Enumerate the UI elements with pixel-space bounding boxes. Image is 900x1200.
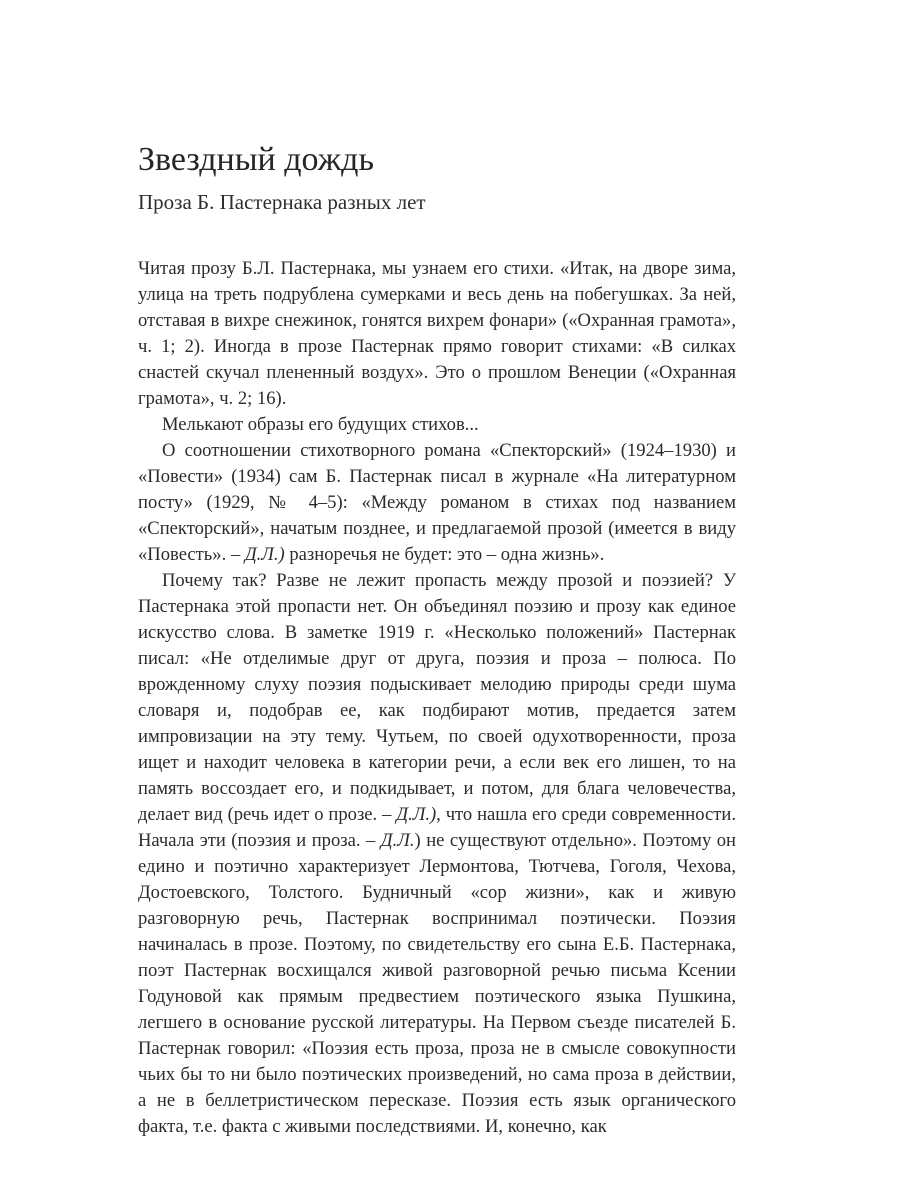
- paragraph-1: Читая прозу Б.Л. Пастернака, мы узнаем его стихи. «Итак, на дворе зима, улица на треть подрублена сумерками и весь день на побегушках. За ней, отставая в вихре снежинок, гонятся вихрем фонари» («Охранная грамота», ч. 1; 2). Иногда в прозе Пастернак прямо говорит стихами: «В силках снастей скучал плененный воздух». Это о прошлом Венеции («Охранная грамота», ч. 2; 16).: [138, 258, 736, 409]
- paragraph-4: [138, 568, 736, 1140]
- paragraph-3-text-b: разноречья не будет: это – одна жизнь».: [284, 544, 605, 565]
- chapter-title: Звездный дождь: [138, 141, 374, 178]
- body-text: [138, 256, 736, 1140]
- chapter-subtitle: Проза Б. Пастернака разных лет: [138, 190, 426, 214]
- paragraph-3: [138, 438, 736, 568]
- paragraph-4-text-c: ) не существуют отдельно». Поэтому он едино и поэтично характеризует Лермонтова, Тютчева, Гоголя, Чехова, Достоевского, Толстого. Будничный «сор жизни», как и живую разговорную речь, Пастернак воспринимал поэтически. Поэзия начиналась в прозе. Поэтому, по свидетельству его сына Е.Б. Пастернака, поэт Пастернак восхищался живой разговорной речью письма Ксении Годуновой как прямым предвестием поэтического языка Пушкина, легшего в основание русской литературы. На Первом съезде писателей Б. Пастернак говорил: «Поэзия есть проза, проза не в смысле совокупности чьих бы то ни было поэтических произведений, но сама проза в действии, а не в беллетристическом пересказе. Поэзия есть язык органического факта, т.е. факта с живыми последствиями. И, конечно, как: [138, 830, 736, 1137]
- paragraph-4-text-b: что нашла его среди современности. Начала эти (поэзия и проза. –: [138, 804, 736, 851]
- paragraph-4-text-a: Почему так? Разве не лежит пропасть между прозой и поэзией? У Пастернака этой пропасти нет. Он объединял поэзию и прозу как единое искусство слова. В заметке 1919 г. «Несколько положений» Пастернак писал: «Не отделимые друг от друга, поэзия и проза – полюса. По врожденному слуху поэзия подыскивает мелодию природы среди шума словаря и, подобрав ее, как подбирают мотив, предается затем импровизации на эту тему. Чутьем, по своей одухотворенности, проза ищет и находит человека в категории речи, а если век его лишен, то на память воссоздает его, и подкидывает, и потом, для блага человечества, делает вид (речь идет о прозе. –: [138, 570, 736, 825]
- chapter-heading: [138, 138, 778, 216]
- author-initials-italic: Д.Л.: [380, 830, 415, 851]
- author-initials-italic: Д.Л.): [244, 544, 285, 565]
- author-initials-italic: Д.Л.),: [396, 804, 441, 825]
- paragraph-2: Мелькают образы его будущих стихов...: [162, 414, 479, 435]
- paragraph-3-text-a: О соотношении стихотворного романа «Спекторский» (1924–1930) и «Повести» (1934) сам Б. Пастернак писал в журнале «На литературном посту» (1929, № 4–5): «Между романом в стихах под названием «Спекторский», начатым позднее, и предлагаемой прозой (имеется в виду «Повесть». –: [138, 440, 736, 565]
